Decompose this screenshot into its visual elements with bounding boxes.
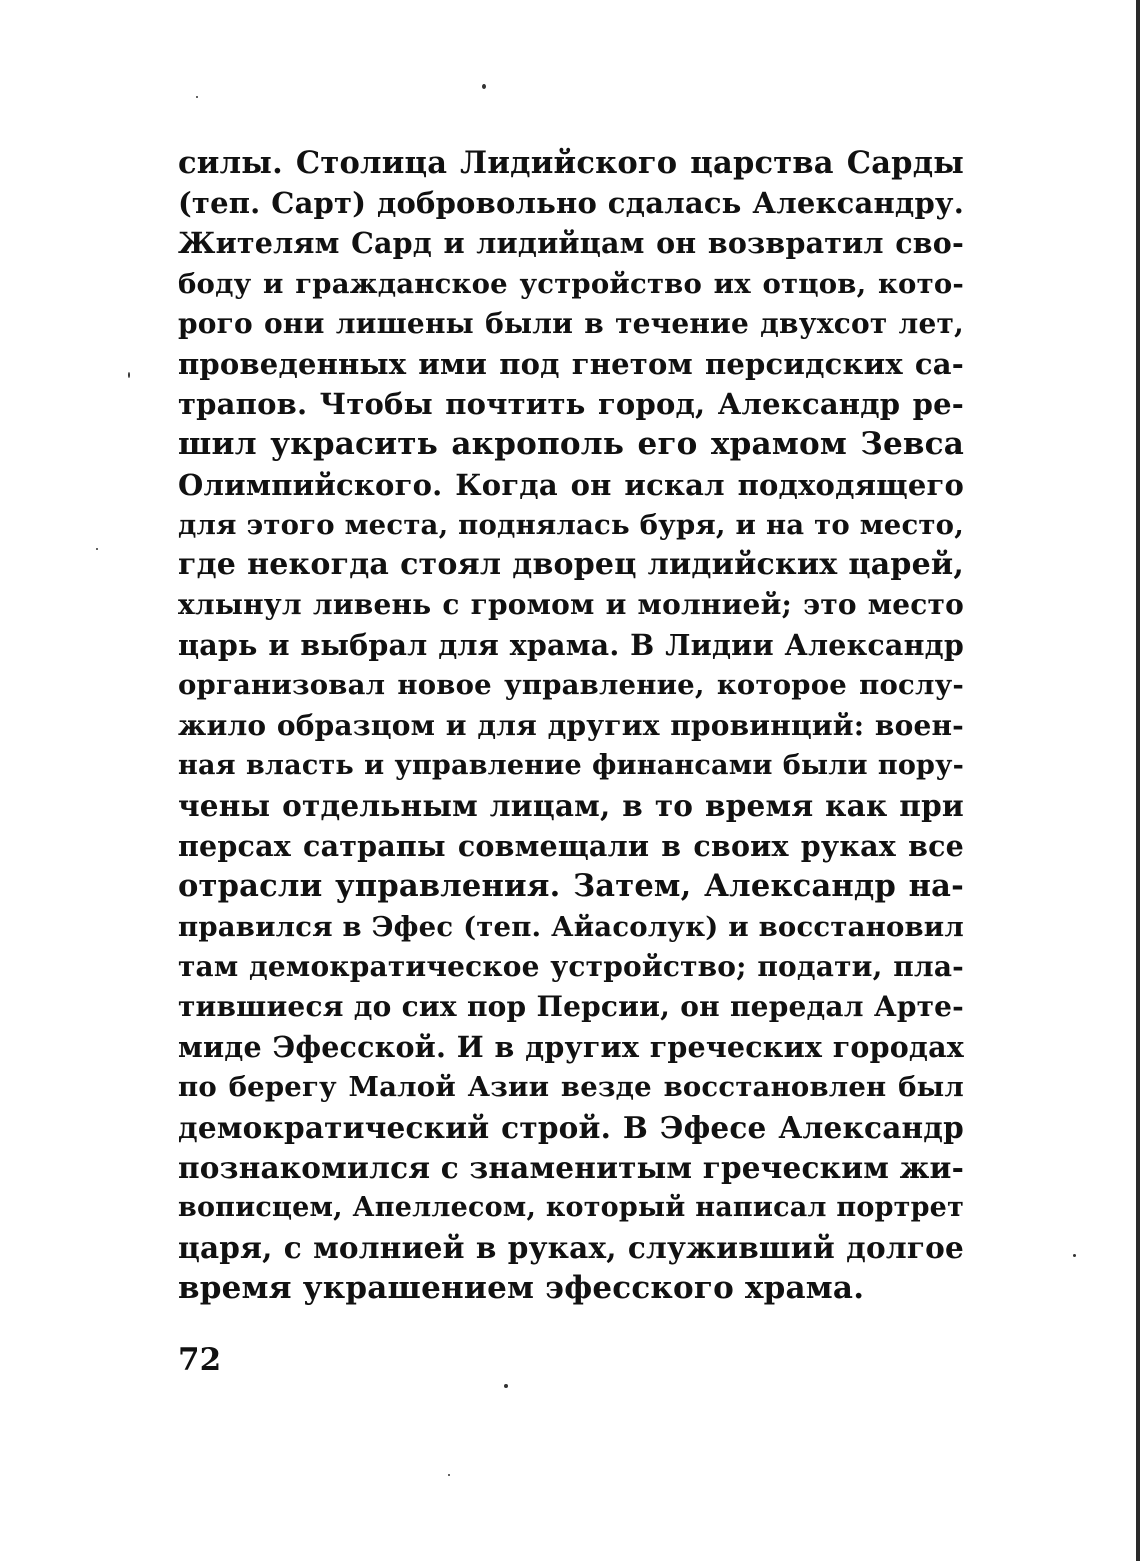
page-edge-shadow [1136, 0, 1140, 1561]
text-line: демократический строй. В Эфесе Александр [178, 1109, 964, 1145]
text-line: организовал новое управление, которое послу- [178, 669, 964, 702]
text-line: Жителям Сард и лидийцам он возвратил сво- [178, 226, 964, 261]
text-line: познакомился с знаменитым греческим жи- [178, 1149, 965, 1185]
speck-1 [482, 84, 486, 89]
text-line: трапов. Чтобы почтить город, Александр ре- [178, 387, 964, 422]
text-line: ная власть и управление финансами были пору- [178, 749, 964, 781]
text-line: силы. Столица Лидийского царства Сарды [178, 145, 964, 181]
speck-6 [504, 1384, 508, 1388]
text-line: хлынул ливень с громом и молнией; это место [178, 588, 964, 622]
text-line: где некогда стоял дворец лидийских царей, [178, 546, 964, 582]
text-line: жило образцом и для других провинций: воен- [178, 708, 964, 742]
speck-5 [1073, 1254, 1076, 1257]
speck-7 [448, 1474, 450, 1476]
text-line: царя, с молнией в руках, служивший долгое [178, 1230, 964, 1266]
page-number: 72 [178, 1342, 222, 1378]
speck-3 [128, 372, 130, 378]
text-line: чены отдельным лицам, в то время как при [178, 788, 964, 823]
text-line: Олимпийского. Когда он искал подходящего [178, 467, 964, 502]
text-line: персах сатрапы совмещали в своих руках все [178, 829, 964, 864]
text-line-last: время украшением эфесского храма. [178, 1270, 865, 1307]
text-line: шил украсить акрополь его храмом Зевса [178, 426, 964, 463]
text-line: по берегу Малой Азии везде восстановлен был [178, 1071, 964, 1104]
text-line: рого они лишены были в течение двухсот лет, [178, 306, 964, 340]
text-line: (теп. Сарт) добровольно сдалась Александру. [178, 186, 964, 221]
speck-2 [196, 96, 198, 98]
text-line: тившиеся до сих пор Персии, он передал Арте- [178, 989, 964, 1023]
text-line: там демократическое устройство; подати, пла- [178, 949, 964, 983]
text-line: миде Эфесской. И в других греческих городах [178, 1030, 964, 1065]
text-line: царь и выбрал для храма. В Лидии Александр [178, 628, 964, 663]
text-line: правился в Эфес (теп. Айасолук) и восстановил [178, 910, 964, 943]
text-line: для этого места, поднялась буря, и на то место, [178, 508, 964, 541]
speck-4 [96, 548, 98, 550]
text-line: проведенных ими под гнетом персидских са- [178, 346, 964, 381]
text-line: боду и гражданское устройство их отцов, кото- [178, 267, 964, 300]
body-text [178, 143, 964, 1308]
text-line: вописцем, Апеллесом, который написал портрет [178, 1191, 964, 1223]
text-line: отрасли управления. Затем, Александр на- [178, 868, 964, 905]
